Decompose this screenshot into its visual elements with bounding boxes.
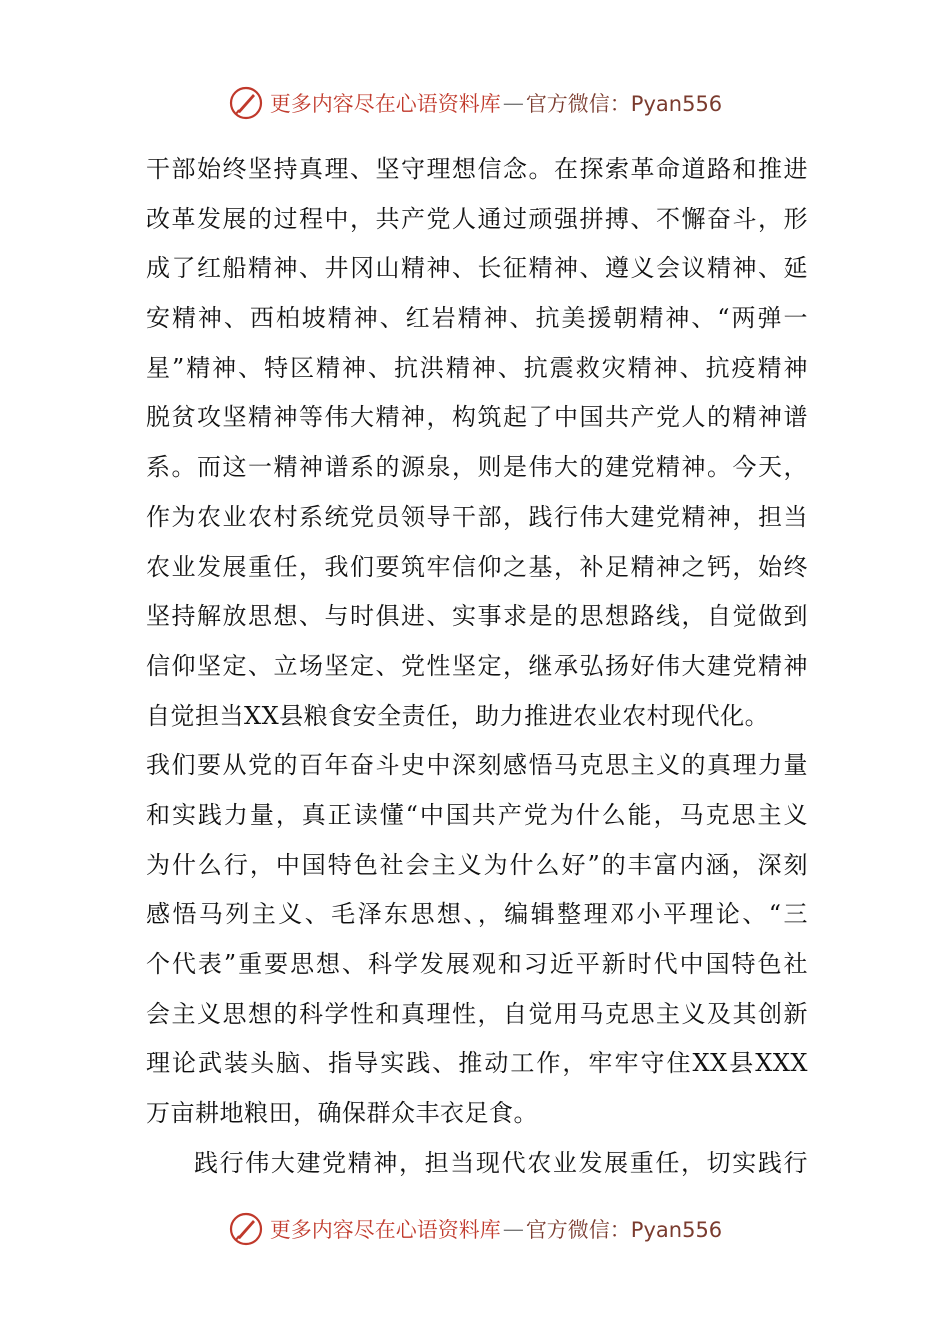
body-line-8: 作为农业农村系统党员领导干部，践行伟大建党精神，担当 [146,502,808,531]
body-line-4: 安精神、西柏坡精神、红岩精神、抗美援朝精神、“两弹一 [146,304,808,333]
body-line-18: 会主义思想的科学性和真理性，自觉用马克思主义及其创新 [146,999,808,1028]
body-line-11: 信仰坚定、立场坚定、党性坚定，继承弘扬好伟大建党精神 [146,651,808,680]
body-line-3: 成了红船精神、井冈山精神、长征精神、遵义会议精神、延 [146,254,808,283]
body-line-6: 脱贫攻坚精神等伟大精神，构筑起了中国共产党人的精神谱 [146,403,808,432]
body-line-2: 改革发展的过程中，共产党人通过顽强拼搏、不懈奋斗，形 [146,204,808,233]
body-line-1: 干部始终坚持真理、坚守理想信念。在探索革命道路和推进 [146,155,808,183]
quill-logo-icon [228,85,264,121]
body-line-15: 为什么行，中国特色社会主义为什么好”的丰富内涵，深刻 [146,850,808,879]
body-line-7: 系。而这一精神谱系的源泉，则是伟大的建党精神。今天， [146,453,808,482]
quill-logo-icon [228,1211,264,1247]
body-line-14: 和实践力量，真正读懂“中国共产党为什么能，马克思主义 [146,800,808,829]
body-line-9: 农业发展重任，我们要筑牢信仰之基，补足精神之钙，始终 [146,552,808,581]
header-watermark-banner [0,83,950,123]
body-line-16: 感悟马列主义、毛泽东思想、，编辑整理邓小平理论、“三 [146,900,808,929]
body-line-20: 万亩耕地粮田，确保群众丰衣足食。 [146,1099,538,1128]
banner-contact: 官方微信：Pyan556 [525,92,723,116]
banner-separator: — [502,91,524,115]
banner-contact: 官方微信：Pyan556 [525,1218,723,1242]
banner-brand: 更多内容尽在心语资料库 [269,1218,501,1242]
body-line-21: 践行伟大建党精神，担当现代农业发展重任，切实践行 [194,1148,808,1177]
body-line-17: 个代表”重要思想、科学发展观和习近平新时代中国特色社 [146,950,808,978]
footer-watermark-banner [0,1209,950,1249]
body-line-13: 我们要从党的百年奋斗史中深刻感悟马克思主义的真理力量 [146,751,808,780]
banner-brand: 更多内容尽在心语资料库 [269,92,501,116]
body-line-12: 自觉担当XX县粮食安全责任，助力推进农业农村现代化。 [146,701,770,730]
banner-separator: — [502,1217,524,1241]
body-line-10: 坚持解放思想、与时俱进、实事求是的思想路线，自觉做到 [146,602,808,631]
body-line-19: 理论武装头脑、指导实践、推动工作，牢牢守住XX县XXX [146,1049,808,1078]
body-line-5: 星”精神、特区精神、抗洪精神、抗震救灾精神、抗疫精神 [146,353,808,382]
document-body [146,145,808,1188]
